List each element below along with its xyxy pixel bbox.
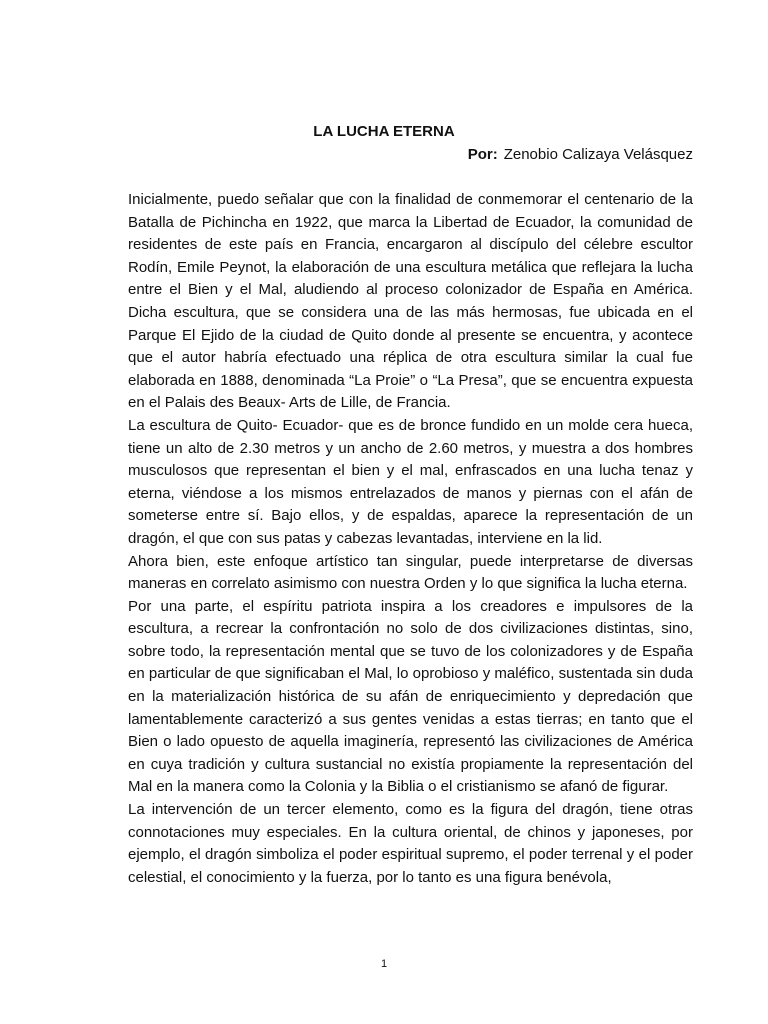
byline-label: Por:: [467, 146, 498, 163]
author-name: Zenobio Calizaya Velásquez: [503, 146, 693, 163]
page-number: 1: [380, 958, 388, 970]
paragraph: La intervención de un tercer elemento, como es la figura del dragón, tiene otras connotaciones muy especiales. En la cultura oriental, de chinos y japoneses, por ejemplo, el dragón simboliza el poder espiritual supremo, el poder terrenal y el poder celestial, el conocimiento y la fuerza, por lo tanto es una figura benévola,: [128, 801, 693, 886]
paragraph: Inicialmente, puedo señalar que con la finalidad de conmemorar el centenario de la Batalla de Pichincha en 1922, que marca la Libertad de Ecuador, la comunidad de residentes de este país en Francia, encargaron al discípulo del célebre escultor Rodín, Emile Peynot, la elaboración de una escultura metálica que reflejara la lucha entre el Bien y el Mal, aludiendo al proceso colonizador de España en América. Dicha escultura, que se considera una de las más hermosas, fue ubicada en el Parque El Ejido de la ciudad de Quito donde al presente se encuentra, y acontece que el autor habría efectuado una réplica de otra escultura similar la cual fue elaborada en 1888, denominada “La Proie” o “La Presa”, que se encuentra expuesta en el Palais des Beaux- Arts de Lille, de Francia.: [128, 191, 693, 412]
paragraph: La escultura de Quito- Ecuador- que es de bronce fundido en un molde cera hueca, tiene un alto de 2.30 metros y un ancho de 2.60 metros, y muestra a dos hombres musculosos que representan el bien y el mal, enfrascados en una lucha tenaz y eterna, viéndose a los mismos entrelazados de manos y piernas con el afán de someterse entre sí. Bajo ellos, y de espaldas, aparece la representación de un dragón, el que con sus patas y cabezas levantadas, interviene en la lid.: [128, 416, 693, 547]
document-body: [128, 189, 693, 889]
author-byline: [468, 146, 693, 164]
document-title: LA LUCHA ETERNA: [313, 123, 455, 140]
paragraph: Ahora bien, este enfoque artístico tan singular, puede interpretarse de diversas maneras en correlato asimismo con nuestra Orden y lo que significa la lucha eterna.: [128, 552, 693, 593]
paragraph: Por una parte, el espíritu patriota inspira a los creadores e impulsores de la escultura, a recrear la confrontación no solo de dos civilizaciones distintas, sino, sobre todo, la representación mental que se tuvo de los colonizadores y de España en particular de que significaban el Mal, lo oprobioso y maléfico, sustentada sin duda en la materialización histórica de su afán de enriquecimiento y depredación que lamentablemente caracterizó a sus gentes venidas a estas tierras; en tanto que el Bien o lado opuesto de aquella imaginería, representó las civilizaciones de América en cuya tradición y cultura sustancial no existía propiamente la representación del Mal en la manera como la Colonia y la Biblia o el cristianismo se afanó de figurar.: [128, 597, 693, 796]
